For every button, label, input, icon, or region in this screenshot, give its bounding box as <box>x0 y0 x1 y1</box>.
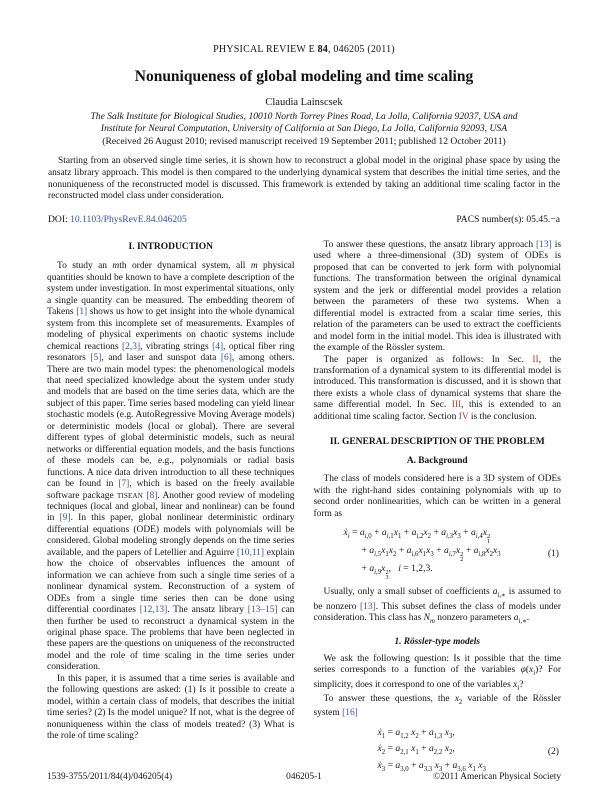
issn-identifier: 1539-3755/2011/84(4)/046205(4) <box>47 772 173 782</box>
section-reference-link[interactable]: IV <box>458 411 469 422</box>
affiliation-line-1: The Salk Institute for Biological Studies, 10010 North Torrey Pines Road, La Jolla, California 92037, USA and <box>90 111 518 122</box>
rossler-intro-paragraph: To answer these questions, the $x_2$ variable of the Rössler system [16] <box>313 694 561 719</box>
section-heading-introduction: I. INTRODUCTION <box>128 242 213 252</box>
pacs-number: PACS number(s): 05.45.−a <box>456 214 560 225</box>
section-heading-general-description: II. GENERAL DESCRIPTION OF THE PROBLEM <box>329 437 545 448</box>
affiliation-block <box>0 111 608 134</box>
left-column <box>47 240 295 783</box>
equation-1-number: (1) <box>547 547 559 559</box>
answer-paragraph: To answer these questions, the ansatz library approach [13] is used where a three-dimensional (3D) system of ODEs is proposed that can be converted to jerk form with polynomial functions. The transformation between the original dynamical system and the jerk or differential model provides a relation between the parameters of these two systems. When a differential model is extracted from a scalar time series, this relation of the parameters can be used to extract the coefficients and model form in the initial model. This idea is illustrated with the example of the Rössler system. <box>313 240 561 354</box>
affiliation-line-2: Institute for Neural Computation, University of California at San Diego, La Jolla, California 92093, USA <box>100 122 508 134</box>
equation-1-line-3: + $a_{i,9}x$ 2 3 , i = 1,2,3. <box>361 562 433 581</box>
citation-link[interactable]: [13–15] <box>247 605 278 616</box>
intro-paragraph-1: To study an mth order dynamical system, all m physical quantities should be known to have a complete description of the system under investigation. In most experimental situations, only a single quantity can be measured. The embedding theorem of Takens [1] shows us how to get insight into the whole dynamical system from this incomplete set of measurements. Examples of modeling of physical experiments on chaotic systems include chemical reactions [2,3], vibrating strings [4], optical fiber ring resonators [5], and laser and sunspot data [6], among others. There are two main model types: the phenomenological models that need specialized knowledge about the system under study and models that are based on the time series data, which are the subject of this paper. Time series based modeling can yield linear stochastic models (e.g. AutoRegressive Moving Average models) or deterministic models (local or global). There are several different types of global deterministic models, such as neural networks or differential equation models, and the basis functions of these models can be, e.g., polynomials or radial basis functions. A nice data driven introduction to all these techniques can be found in [7], which is based on the freely available software package tisean [8]. Another good review of modeling techniques (local and global, linear and nonlinear) can be found in [9]. In this paper, global nonlinear deterministic ordinary differential equations (ODE) models with polynomials will be considered. Global modeling strongly depends on the time series available, and the papers of Letellier and Aguirre [10,11] explain how the choice of observables influences the amount of information we can achieve from such a single time series of a nonlinear dynamical system. Reconstruction of a system of ODEs from a single time series then can be done using differential coordinates [12,13]. The ansatz library [13–15] can then further be used to reconstruct a dynamical system in the original phase space. The problems that have been neglected in these papers are the questions on uniqueness of the reconstructed model and the role of time scaling in the time series under consideration. <box>47 261 295 673</box>
citation-link[interactable]: [12,13] <box>139 605 168 616</box>
doi-link[interactable]: 10.1103/PhysRevE.84.046205 <box>70 214 187 225</box>
citation-link[interactable]: [6] <box>220 353 232 364</box>
doi-row <box>48 214 560 225</box>
rossler-question-paragraph: We ask the following question: Is it possible that the time series corresponds to a function of the variables $\varphi(x_i)$? For simplicity, does it correspond to one of the variables $x_i$? <box>313 654 561 692</box>
right-column <box>314 240 562 783</box>
received-dates: (Received 26 August 2010; revised manuscript received 19 September 2011; published 12 October 2011) <box>102 136 506 148</box>
intro-paragraph-2: In this paper, it is assumed that a time series is available and the following questions are asked: (1) Is it possible to create a model, within a certain class of models, that describes the initial time series? (2) Is the model unique? If not, what is the degree of nonuniqueness within the class of models treated? (3) What is the role of time scaling? <box>47 673 295 742</box>
equation-2-number: (2) <box>547 745 559 757</box>
page-title: Nonuniqueness of global modeling and time scaling <box>134 68 474 85</box>
equation-2 <box>314 727 562 776</box>
citation-link[interactable]: [2,3] <box>122 341 141 352</box>
page-number: 046205-1 <box>286 772 322 782</box>
coefficients-paragraph: Usually, only a small subset of coefficients $a_{i,∗}$ is assumed to be nonzero [13]. This subset defines the class of models under consideration. This class has $N_m$ nonzero parameters $a_{i,∗}$. <box>313 587 562 626</box>
equation-1-line-2: + $a_{i,5}x_1x_2 + a_{i,6}x_1x_3 + a_{i,7}x$ 2 2 + $a_{i,8}x_2x_3$ <box>361 544 501 564</box>
subsubsection-heading-rossler-models: 1. Rössler-type models <box>394 636 480 647</box>
equation-1 <box>314 527 562 580</box>
citation-link[interactable]: [16] <box>342 708 358 719</box>
citation-link[interactable]: [13] <box>536 240 552 250</box>
page-footer <box>47 772 561 782</box>
author-name: Claudia Lainscsek <box>265 97 343 108</box>
journal-header: PHYSICAL REVIEW E 84, 046205 (2011) <box>213 44 395 55</box>
citation-link[interactable]: [5] <box>90 353 102 364</box>
citation-link[interactable]: [8] <box>146 490 158 501</box>
citation-link[interactable]: [9] <box>59 513 71 524</box>
section-reference-link[interactable]: II <box>532 354 539 365</box>
two-column-body <box>0 240 608 783</box>
equation-2-line-1: $ẋ_1 = a_{1,2}$ $x_2 + a_{1,3}$ $x_3$, <box>377 726 455 740</box>
abstract-text: Starting from an observed single time series, it is shown how to reconstruct a global model in the original phase space by using the ansatz library approach. This model is then compared to the underlying dynamical system that describes the initial time series, and the nonuniqueness of the reconstructed model is discussed. This framework is extended by taking an additional time scaling factor in the reconstructed model class under consideration. <box>48 156 560 202</box>
equation-2-line-2: $ẋ_2 = a_{2,1}$ $x_1 + a_{2,2}$ $x_2$, <box>377 743 455 757</box>
organization-paragraph: The paper is organized as follows: In Sec. II, the transformation of a dynamical system to its differential model is introduced. This transformation is discussed, and it is shown that there exists a whole class of dynamical systems that share the same differential model. In Sec. III, this is extended to an additional time scaling factor. Section IV is the conclusion. <box>313 354 562 422</box>
model-class-paragraph: The class of models considered here is a 3D system of ODEs with the right-hand sides containing polynomials with up to second order nonlinearities, which can be written in a general form as <box>313 474 561 519</box>
subsection-heading-background: A. Background <box>406 455 468 466</box>
equation-1-line-1: $ẋ_i = a_{i,0} + a_{i,1}x_1 + a_{i,2}x_2 + a_{i,3}x_3 + a_{i,4}x$ 2 1 <box>343 526 491 546</box>
citation-link[interactable]: [1] <box>76 307 88 318</box>
section-reference-link[interactable]: III <box>451 400 462 411</box>
citation-link[interactable]: [7] <box>118 479 130 490</box>
copyright-notice: ©2011 American Physical Society <box>433 772 561 782</box>
doi-label: DOI: <box>48 214 68 225</box>
citation-link[interactable]: [13] <box>360 601 376 612</box>
citation-link[interactable]: [10,11] <box>236 547 265 558</box>
doi-block <box>48 214 187 225</box>
equation-2-line-3: $ẋ_3 = a_{3,0} + a_{3,3}$ $x_3 + a_{3,6}$ $x_1$ $x_3$ <box>377 759 486 773</box>
citation-link[interactable]: [4] <box>212 341 224 352</box>
